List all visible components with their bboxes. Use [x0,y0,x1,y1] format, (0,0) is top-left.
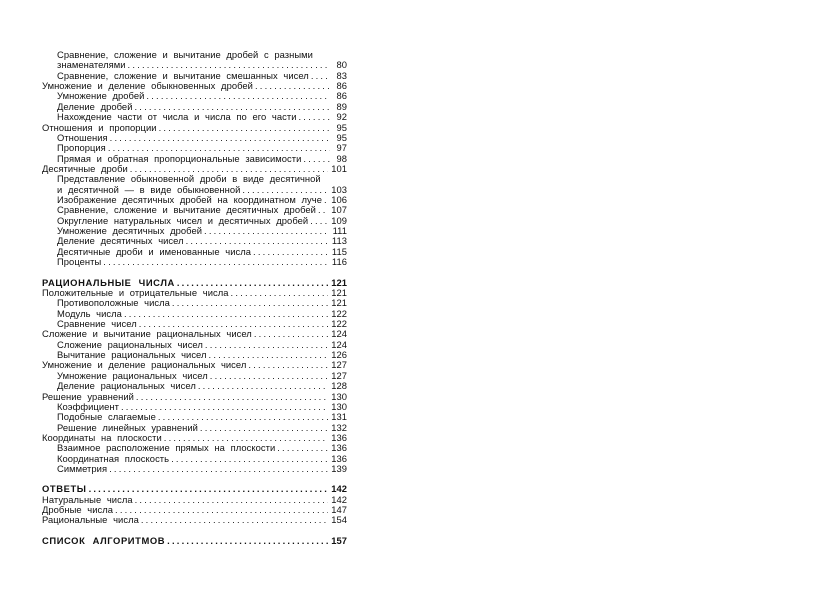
toc-page-number: 107 [331,204,347,216]
toc-entry-label: Умножение дробей [57,90,145,102]
toc-entry[interactable] [42,515,347,525]
toc-page-number: 124 [331,338,347,350]
toc-page-number: 111 [332,225,347,237]
toc-entry-label: Координаты на плоскости [42,431,162,443]
toc-entry-label: Вычитание рациональных чисел [57,349,207,361]
toc-entry-label: Решение уравнений [42,390,134,402]
toc-entry-label: Положительные и отрицательные числа [42,286,229,298]
toc-page-number: 130 [331,400,347,412]
toc-page-number: 121 [331,286,347,298]
toc-entry-label: Десятичные дроби и именованные числа [57,245,252,257]
dot-leader [172,298,328,308]
dot-leader [171,454,328,464]
toc-entry-label: Округление натуральных чисел и десятичных дробей [57,214,309,226]
dot-leader [115,505,328,515]
toc-section-label: ОТВЕТЫ [42,483,87,495]
dot-leader [231,288,329,298]
dot-leader [110,133,330,143]
toc-entry-label: и десятичной — в виде обыкновенной [57,183,241,195]
dot-leader [310,216,328,226]
toc-entry-continuation: Представление обыкновенной дроби в виде десятичной [57,173,321,185]
toc-entry[interactable] [42,112,347,122]
toc-page-number: 136 [331,442,347,454]
dot-leader [109,464,328,474]
toc-page-number: 136 [331,452,347,464]
toc-page-number: 142 [331,493,347,505]
dot-leader [136,392,328,402]
dot-leader [200,423,328,433]
toc-page-number: 139 [331,463,347,475]
toc-entry-label: Симметрия [57,463,108,475]
dot-leader [255,81,330,91]
toc-entry-label: Нахождение части от числа и числа по его части [57,111,297,123]
toc-entry-label: Сложение рациональных чисел [57,338,203,350]
toc-entry[interactable] [42,464,347,474]
toc-entry-label: Деление дробей [57,100,133,112]
toc-page-number: 127 [331,369,347,381]
toc-page-number: 122 [331,307,347,319]
toc-entry[interactable] [42,257,347,267]
dot-leader [124,309,328,319]
toc-page-number: 80 [336,59,347,71]
dot-leader [159,123,330,133]
toc-page-number: 115 [331,245,347,257]
toc-page-number: 95 [336,121,347,133]
toc-entry-label: Взаимное расположение прямых на плоскости [57,442,276,454]
toc-page-number: 103 [331,183,347,195]
toc-page-number: 89 [336,100,347,112]
toc-entry-label: Коэффициент [57,400,119,412]
toc-page-number: 124 [331,328,347,340]
toc-page-number: 113 [331,235,347,247]
dot-leader [204,226,330,236]
dot-leader [198,381,328,391]
dot-leader [324,195,328,205]
dot-leader [248,360,328,370]
toc-entry-label: Сравнение, сложение и вычитание смешанных чисел [57,69,309,81]
dot-leader [135,495,329,505]
toc-page-number: 116 [331,256,347,268]
toc-page-number: 98 [336,152,347,164]
dot-leader [318,205,328,215]
toc-entry-label: Деление десятичных чисел [57,235,184,247]
toc-entry-label: Умножение рациональных чисел [57,369,208,381]
toc-page-number: 157 [331,534,347,546]
toc-entry-label: Координатная плоскость [57,452,170,464]
toc-entry-label: Подобные слагаемые [57,411,156,423]
dot-leader [298,112,330,122]
toc-page-number: 97 [336,142,347,154]
toc-page-number: 86 [336,80,347,92]
toc-entry-label: Пропорция [57,142,106,154]
toc-entry-label: Умножение десятичных дробей [57,225,203,237]
toc-entry-label: Проценты [57,256,102,268]
dot-leader [205,340,328,350]
toc-page-number: 122 [331,317,347,329]
toc-entry-label: Рациональные числа [42,514,139,526]
toc-entry-label: Сравнение чисел [57,317,137,329]
toc-page-number: 86 [336,90,347,102]
toc-page-number: 128 [331,380,347,392]
toc-page-number: 131 [331,411,347,423]
toc-entry-label: Сложение и вычитание рациональных чисел [42,328,252,340]
toc-page-number: 127 [331,359,347,371]
toc-entry-label: Модуль числа [57,307,122,319]
toc-section-heading[interactable] [42,536,347,546]
toc-entry-label: Дробные числа [42,504,114,516]
toc-page-number: 130 [331,390,347,402]
toc-entry-label: Решение линейных уравнений [57,421,198,433]
toc-entry-label: Десятичные дроби [42,162,128,174]
dot-leader [311,71,330,81]
dot-leader [103,257,329,267]
toc-entry-continuation: Сравнение, сложение и вычитание дробей с разными [57,49,313,60]
dot-leader [253,247,329,257]
toc-page-number: 121 [331,297,347,309]
toc-page-number: 95 [336,131,347,143]
toc-entry-label: Умножение и деление обыкновенных дробей [42,80,253,92]
toc-entry[interactable] [42,381,347,391]
toc-entry-label: Деление рациональных чисел [57,380,196,392]
toc-page-number: 154 [331,514,347,526]
toc-page-number: 121 [331,276,347,288]
dot-leader [146,91,330,101]
toc-entry-label: Изображение десятичных дробей на координатном луче [57,194,322,206]
table-of-contents [42,50,347,546]
toc-section-label: СПИСОК АЛГОРИТМОВ [42,534,166,546]
toc-page-number: 132 [331,421,347,433]
toc-page-number: 92 [336,111,347,123]
dot-leader [210,371,328,381]
toc-section-label: РАЦИОНАЛЬНЫЕ ЧИСЛА [42,276,175,288]
toc-page-number: 142 [331,483,347,495]
toc-entry-label: знаменателями [57,59,126,71]
dot-leader [254,329,328,339]
toc-entry-label: Отношения [57,131,108,143]
toc-entry-label: Прямая и обратная пропорциональные зависимости [57,152,302,164]
toc-page-number: 109 [331,214,347,226]
toc-page-number: 106 [331,194,347,206]
toc-entry-label: Сравнение, сложение и вычитание десятичных дробей [57,204,316,216]
toc-page-number: 126 [331,349,347,361]
dot-leader [303,154,330,164]
toc-entry-label: Отношения и пропорции [42,121,157,133]
toc-page-number: 147 [331,504,347,516]
dot-leader [167,536,328,546]
dot-leader [277,443,328,453]
toc-entry-label: Противоположные числа [57,297,170,309]
toc-page-number: 83 [336,69,347,81]
toc-entry-label: Натуральные числа [42,493,133,505]
toc-page-number: 136 [331,431,347,443]
toc-entry-label: Умножение и деление рациональных чисел [42,359,247,371]
dot-leader [141,515,328,525]
toc-page-number: 101 [331,162,347,174]
